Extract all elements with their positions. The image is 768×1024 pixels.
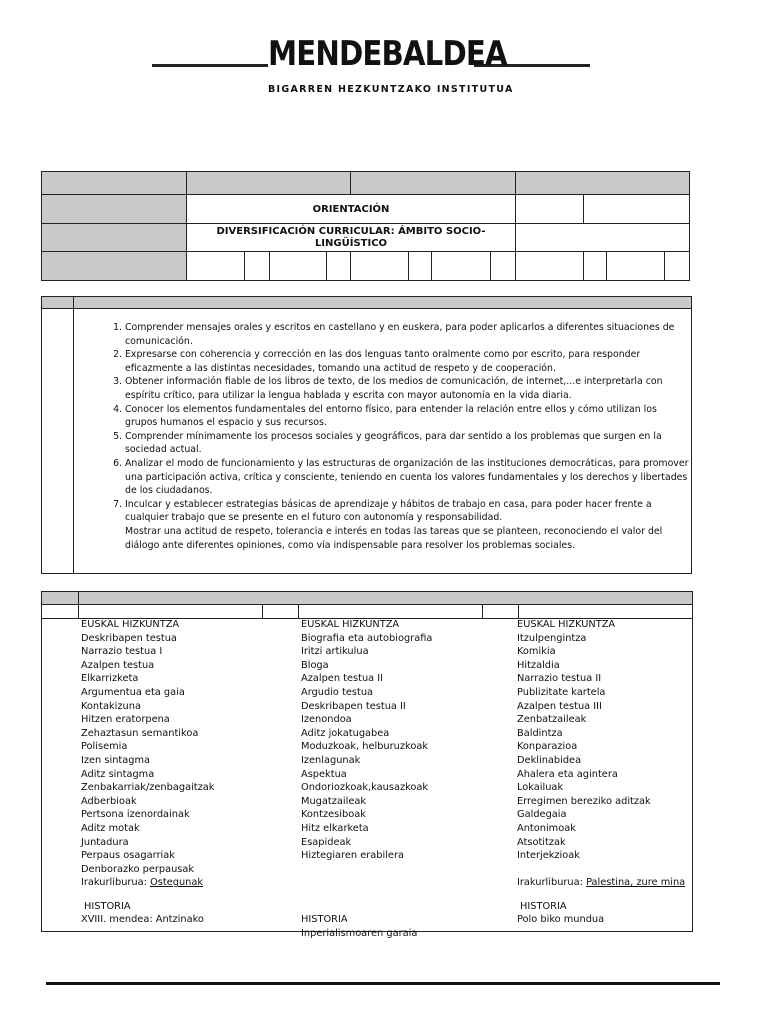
reading-book [517,876,685,890]
content-item: Atsotitzak [517,836,566,848]
objectives-gray-header [74,297,692,309]
contents-gray-header [79,592,693,605]
department-cell: ORIENTACIÓN [187,195,516,224]
content-item: Polisemia [81,741,128,753]
content-item: Perpaus osagarriak [81,850,175,862]
content-item: Erregimen bereziko aditzak [517,795,651,807]
content-item: Ahalera eta agintera [517,768,618,780]
content-item: Deklinabidea [517,754,582,766]
header-gray-cell [516,172,690,195]
content-item: Lokailuak [517,782,564,794]
content-item: Juntadura [81,836,129,848]
empty-cell [270,252,327,281]
content-item: Hitzaldia [517,659,560,671]
header-label-cell [42,172,187,195]
objective-item: 6. Analizar el modo de funcionamiento y las estructuras de organización de las instituciones democráticas, para promover una participación activa, crítica y consciente, teniendo en cuenta los valores fundamentales y los derechos y libertades de los ciudadanos. [125,457,691,498]
spacer [301,876,432,890]
content-item: Hitzen eratorpena [81,714,170,726]
contents-column-1 [81,618,214,927]
empty-cell [516,252,584,281]
content-item: Aditz motak [81,822,140,834]
content-item: Zenbakarriak/zenbagaitzak [81,782,215,794]
spacer [517,863,685,877]
empty-cell [491,252,516,281]
content-item: Argumentua eta gaia [81,686,185,698]
content-item: Esapideak [301,836,352,848]
empty-cell [516,224,690,252]
content-item: Aditz sintagma [81,768,155,780]
footer-rule [46,982,720,985]
logo-title: MENDEBALDEA [268,34,507,74]
content-item: Zenbatzaileak [517,714,587,726]
empty-cell [432,252,491,281]
empty-cell [351,252,409,281]
history-item: Inperialismoaren garaia [301,928,418,940]
content-item: Azalpen testua [81,659,155,671]
content-item: Antonimoak [517,822,576,834]
content-item: Izenondoa [301,714,352,726]
content-item: Aspektua [301,768,347,780]
contents-column-2 [301,618,432,941]
objective-item: 5. Comprender mínimamente los procesos sociales y geográficos, para dar sentido a los problemas que surgen en la sociedad actual. [125,430,691,457]
empty-cell [516,195,584,224]
content-item: Itzulpengintza [517,632,587,644]
content-item: Deskribapen testua II [301,700,406,712]
empty-cell [665,252,690,281]
content-item: Zehaztasun semantikoa [81,727,199,739]
objectives-gray-left [42,297,74,309]
empty-cell [327,252,351,281]
column-heading: EUSKAL HIZKUNTZA [301,619,400,630]
empty-cell [607,252,665,281]
reading-book [81,876,214,890]
empty-cell [245,252,270,281]
content-item: Azalpen testua III [517,700,602,712]
content-item: Galdegaia [517,809,567,821]
content-item: Adberbioak [81,795,137,807]
reading-label: Irakurliburua: [517,877,587,889]
content-item: Argudio testua [301,686,374,698]
content-item: Denborazko perpausak [81,863,195,875]
header-gray-cell [351,172,516,195]
history-item: XVIII. mendea: Antzinako [81,914,204,926]
objective-item: 4. Conocer los elementos fundamentales del entorno físico, para entender la relación entre ellos y cómo utilizan los grupos humanos el espacio y sus recursos. [125,403,691,430]
history-heading: HISTORIA [301,914,348,926]
objective-item: 7. Inculcar y establecer estrategias básicas de aprendizaje y hábitos de trabajo en casa, para poder hacer frente a cualquier trabajo que se presente en el futuro con autonomía y responsabilidad. [125,498,691,525]
content-item: Iritzi artikulua [301,646,369,658]
content-item: Elkarrizketa [81,673,139,685]
content-item: Aditz jokatugabea [301,727,390,739]
content-item: Azalpen testua II [301,673,384,685]
content-item: Pertsona izenordainak [81,809,190,821]
logo-rule-left [152,64,268,67]
spacer [301,863,432,877]
content-item: Bloga [301,659,329,671]
objectives-list [99,321,691,552]
content-item: Kontzesiboak [301,809,366,821]
content-item: Hiztegiaren erabilera [301,850,404,862]
header-gray-cell [187,172,351,195]
header-label-cell [42,224,187,252]
content-item: Izen sintagma [81,754,151,766]
empty-cell [299,605,483,619]
content-item: Narrazio testua II [517,673,602,685]
column-heading: EUSKAL HIZKUNTZA [517,619,616,630]
content-item: Deskribapen testua [81,632,177,644]
header-table [41,171,690,281]
objectives-side-cell [42,309,74,574]
content-item: Moduzkoak, helburuzkoak [301,741,429,753]
header-label-cell [42,252,187,281]
content-item: Konparazioa [517,741,578,753]
contents-gray-left [42,592,79,605]
empty-cell [584,195,690,224]
empty-cell [42,605,79,619]
content-item: Mugatzaileak [301,795,367,807]
header-label-cell [42,195,187,224]
content-item: Narrazio testua I [81,646,163,658]
history-item: Polo biko mundua [517,914,605,926]
empty-cell [519,605,693,619]
empty-cell [483,605,519,619]
empty-cell [409,252,432,281]
empty-cell [584,252,607,281]
objective-item: 3. Obtener información fiable de los libros de texto, de los medios de comunicación, de internet,...e interpretarla con espíritu crítico, para utilizar la lengua hablada y escrita con mayor autonomía en la vida diaria. [125,375,691,402]
reading-title: Ostegunak [150,877,204,889]
content-item: Kontakizuna [81,700,141,712]
objective-item: 1. Comprender mensajes orales y escritos en castellano y en euskera, para poder aplicarlos a diferentes situaciones de comunicación. [125,321,691,348]
empty-cell [263,605,299,619]
content-item: Baldintza [517,727,563,739]
objective-extra: Mostrar una actitud de respeto, tolerancia e interés en todas las tareas que se planteen, reconociendo el valor del diálogo ante diferentes opiniones, como vía indispensable para resolver los problemas sociales. [125,525,663,551]
reading-label: Irakurliburua: [81,877,151,889]
history-heading: HISTORIA [520,900,567,912]
content-item: Publizitate kartela [517,686,606,698]
logo-subtitle: BIGARREN HEZKUNTZAKO INSTITUTUA [268,84,514,95]
content-item: Biografia eta autobiografia [301,632,433,644]
content-item: Izenlagunak [301,754,361,766]
spacer [301,890,432,904]
content-item: Interjekzioak [517,850,580,862]
content-item: Ondoriozkoak,kausazkoak [301,782,429,794]
empty-cell [187,252,245,281]
content-item: Hitz elkarketa [301,822,369,834]
content-item: Komikia [517,646,556,658]
subject-text: DIVERSIFICACIÓN CURRICULAR: ÁMBITO SOCIO-LINGÜÍSTICO [216,225,486,249]
empty-cell [79,605,263,619]
contents-column-3 [517,618,685,927]
subject-cell [187,224,516,252]
column-heading: EUSKAL HIZKUNTZA [81,619,180,630]
history-heading: HISTORIA [84,900,131,912]
objective-item: 2. Expresarse con coherencia y corrección en las dos lenguas tanto oralmente como por escrito, para responder eficazmente a las distintas necesidades, tomando una actitud de respeto y de cooperación. [125,348,691,375]
reading-title: Palestina, zure mina [586,877,686,889]
